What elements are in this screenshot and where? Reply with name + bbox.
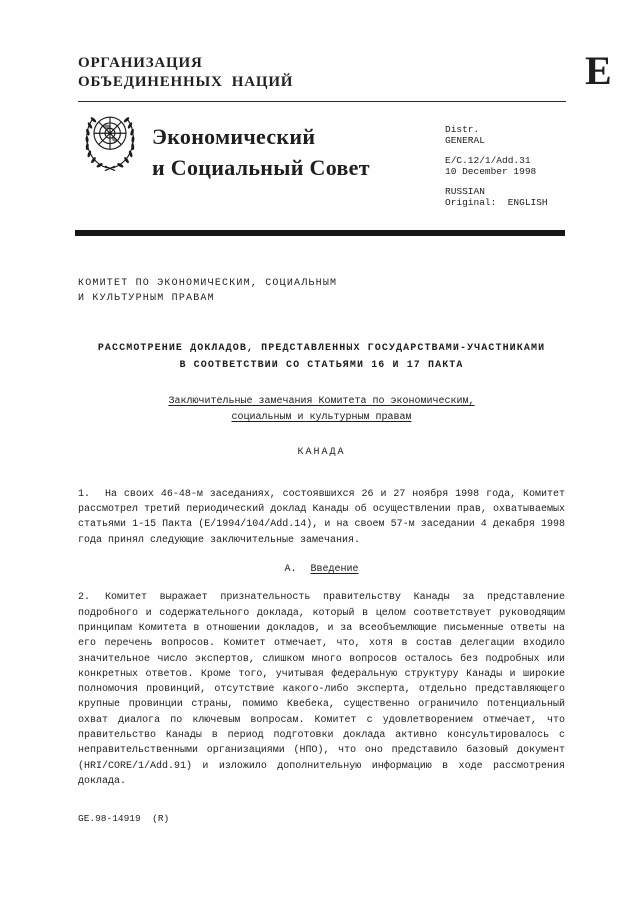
paragraph-1-number: 1. <box>78 488 91 500</box>
paragraph-2-number: 2. <box>78 592 91 604</box>
document-subtitle-line1: Заключительные замечания Комитета по экономическим, <box>168 395 475 407</box>
document-series-letter: E <box>585 48 612 93</box>
language-block <box>445 186 548 208</box>
document-original-language: Original: ENGLISH <box>445 197 548 208</box>
organization-name <box>78 54 293 92</box>
paragraph-1-text: На своих 46-48-м заседаниях, состоявшихся 26 и 27 ноября 1998 года, Комитет рассмотрел третий периодический доклад Канады об осуществлении прав, охватываемых статьями 1-15 Пакта (E/1994/104/Add.14), и на своем 57-м заседании 4 декабря 1998 года принял следующие заключительные замечания. <box>78 488 565 546</box>
committee-heading-line2: И КУЛЬТУРНЫМ ПРАВАМ <box>78 293 215 305</box>
section-a-heading <box>78 562 565 577</box>
document-subtitle <box>78 394 565 426</box>
paragraph-2 <box>78 590 565 789</box>
document-date: 10 December 1998 <box>445 166 537 177</box>
header-thick-bar <box>75 230 565 236</box>
document-symbol: E/C.12/1/Add.31 <box>445 155 531 166</box>
distribution-block <box>445 124 548 217</box>
un-emblem-icon <box>80 110 140 177</box>
distribution-type <box>445 124 548 146</box>
paragraph-2-text: Комитет выражает признательность правительству Канады за представление подробного и содержательного доклада, который в целом соответствует руководящим принципам Комитета в отношении докладов, и за всеобъемлющие письменные ответы на его перечень вопросов. Комитет отмечает, что, хотя в состав делегации входило значительное число экспертов, слишком много вопросов осталось без подробных или конкретных ответов. Кроме того, учитывая федеральную структуру Канады и широкие полномочия провинций, отсутствие какого-либо эксперта, отдельно представляющего крупные провинции страны, помимо Квебека, существенно ограничило потенциальный охват диалога по ключевым вопросам. Комитет с удовлетворением отмечает, что правительство Канады в период подготовки доклада активно консультировалось с неправительственными организациями (НПО), что оно представило базовый документ (HRI/CORE/1/Add.91) и изложило дополнительную информацию в ходе рассмотрения доклада. <box>78 592 565 787</box>
country-heading: КАНАДА <box>297 446 346 458</box>
council-name-line1: Экономический <box>152 124 316 149</box>
section-a-title: Введение <box>310 564 359 576</box>
document-symbol-block <box>445 155 548 177</box>
distr-value: GENERAL <box>445 135 485 146</box>
document-language: RUSSIAN <box>445 186 485 197</box>
document-title <box>78 340 565 374</box>
header-divider-line <box>78 101 566 102</box>
document-title-line2: В СООТВЕТСТВИИ СО СТАТЬЯМИ 16 И 17 ПАКТА <box>179 359 464 371</box>
paragraph-1 <box>78 487 565 548</box>
document-reference-footer: GE.98-14919 (R) <box>78 813 170 825</box>
section-a-label: A. <box>284 564 297 576</box>
council-name <box>152 121 370 183</box>
document-body <box>78 276 565 827</box>
organization-name-line1: ОРГАНИЗАЦИЯ <box>78 55 203 71</box>
document-subtitle-line2: социальным и культурным правам <box>231 411 412 423</box>
committee-heading-line1: КОМИТЕТ ПО ЭКОНОМИЧЕСКИМ, СОЦИАЛЬНЫМ <box>78 278 338 289</box>
document-title-line1: РАССМОТРЕНИЕ ДОКЛАДОВ, ПРЕДСТАВЛЕННЫХ ГОСУДАРСТВАМИ-УЧАСТНИКАМИ <box>97 342 546 354</box>
committee-heading <box>78 276 565 307</box>
council-name-line2: и Социальный Совет <box>152 155 370 180</box>
distr-label: Distr. <box>445 124 480 135</box>
organization-name-line2: ОБЪЕДИНЕННЫХ НАЦИЙ <box>78 74 294 90</box>
